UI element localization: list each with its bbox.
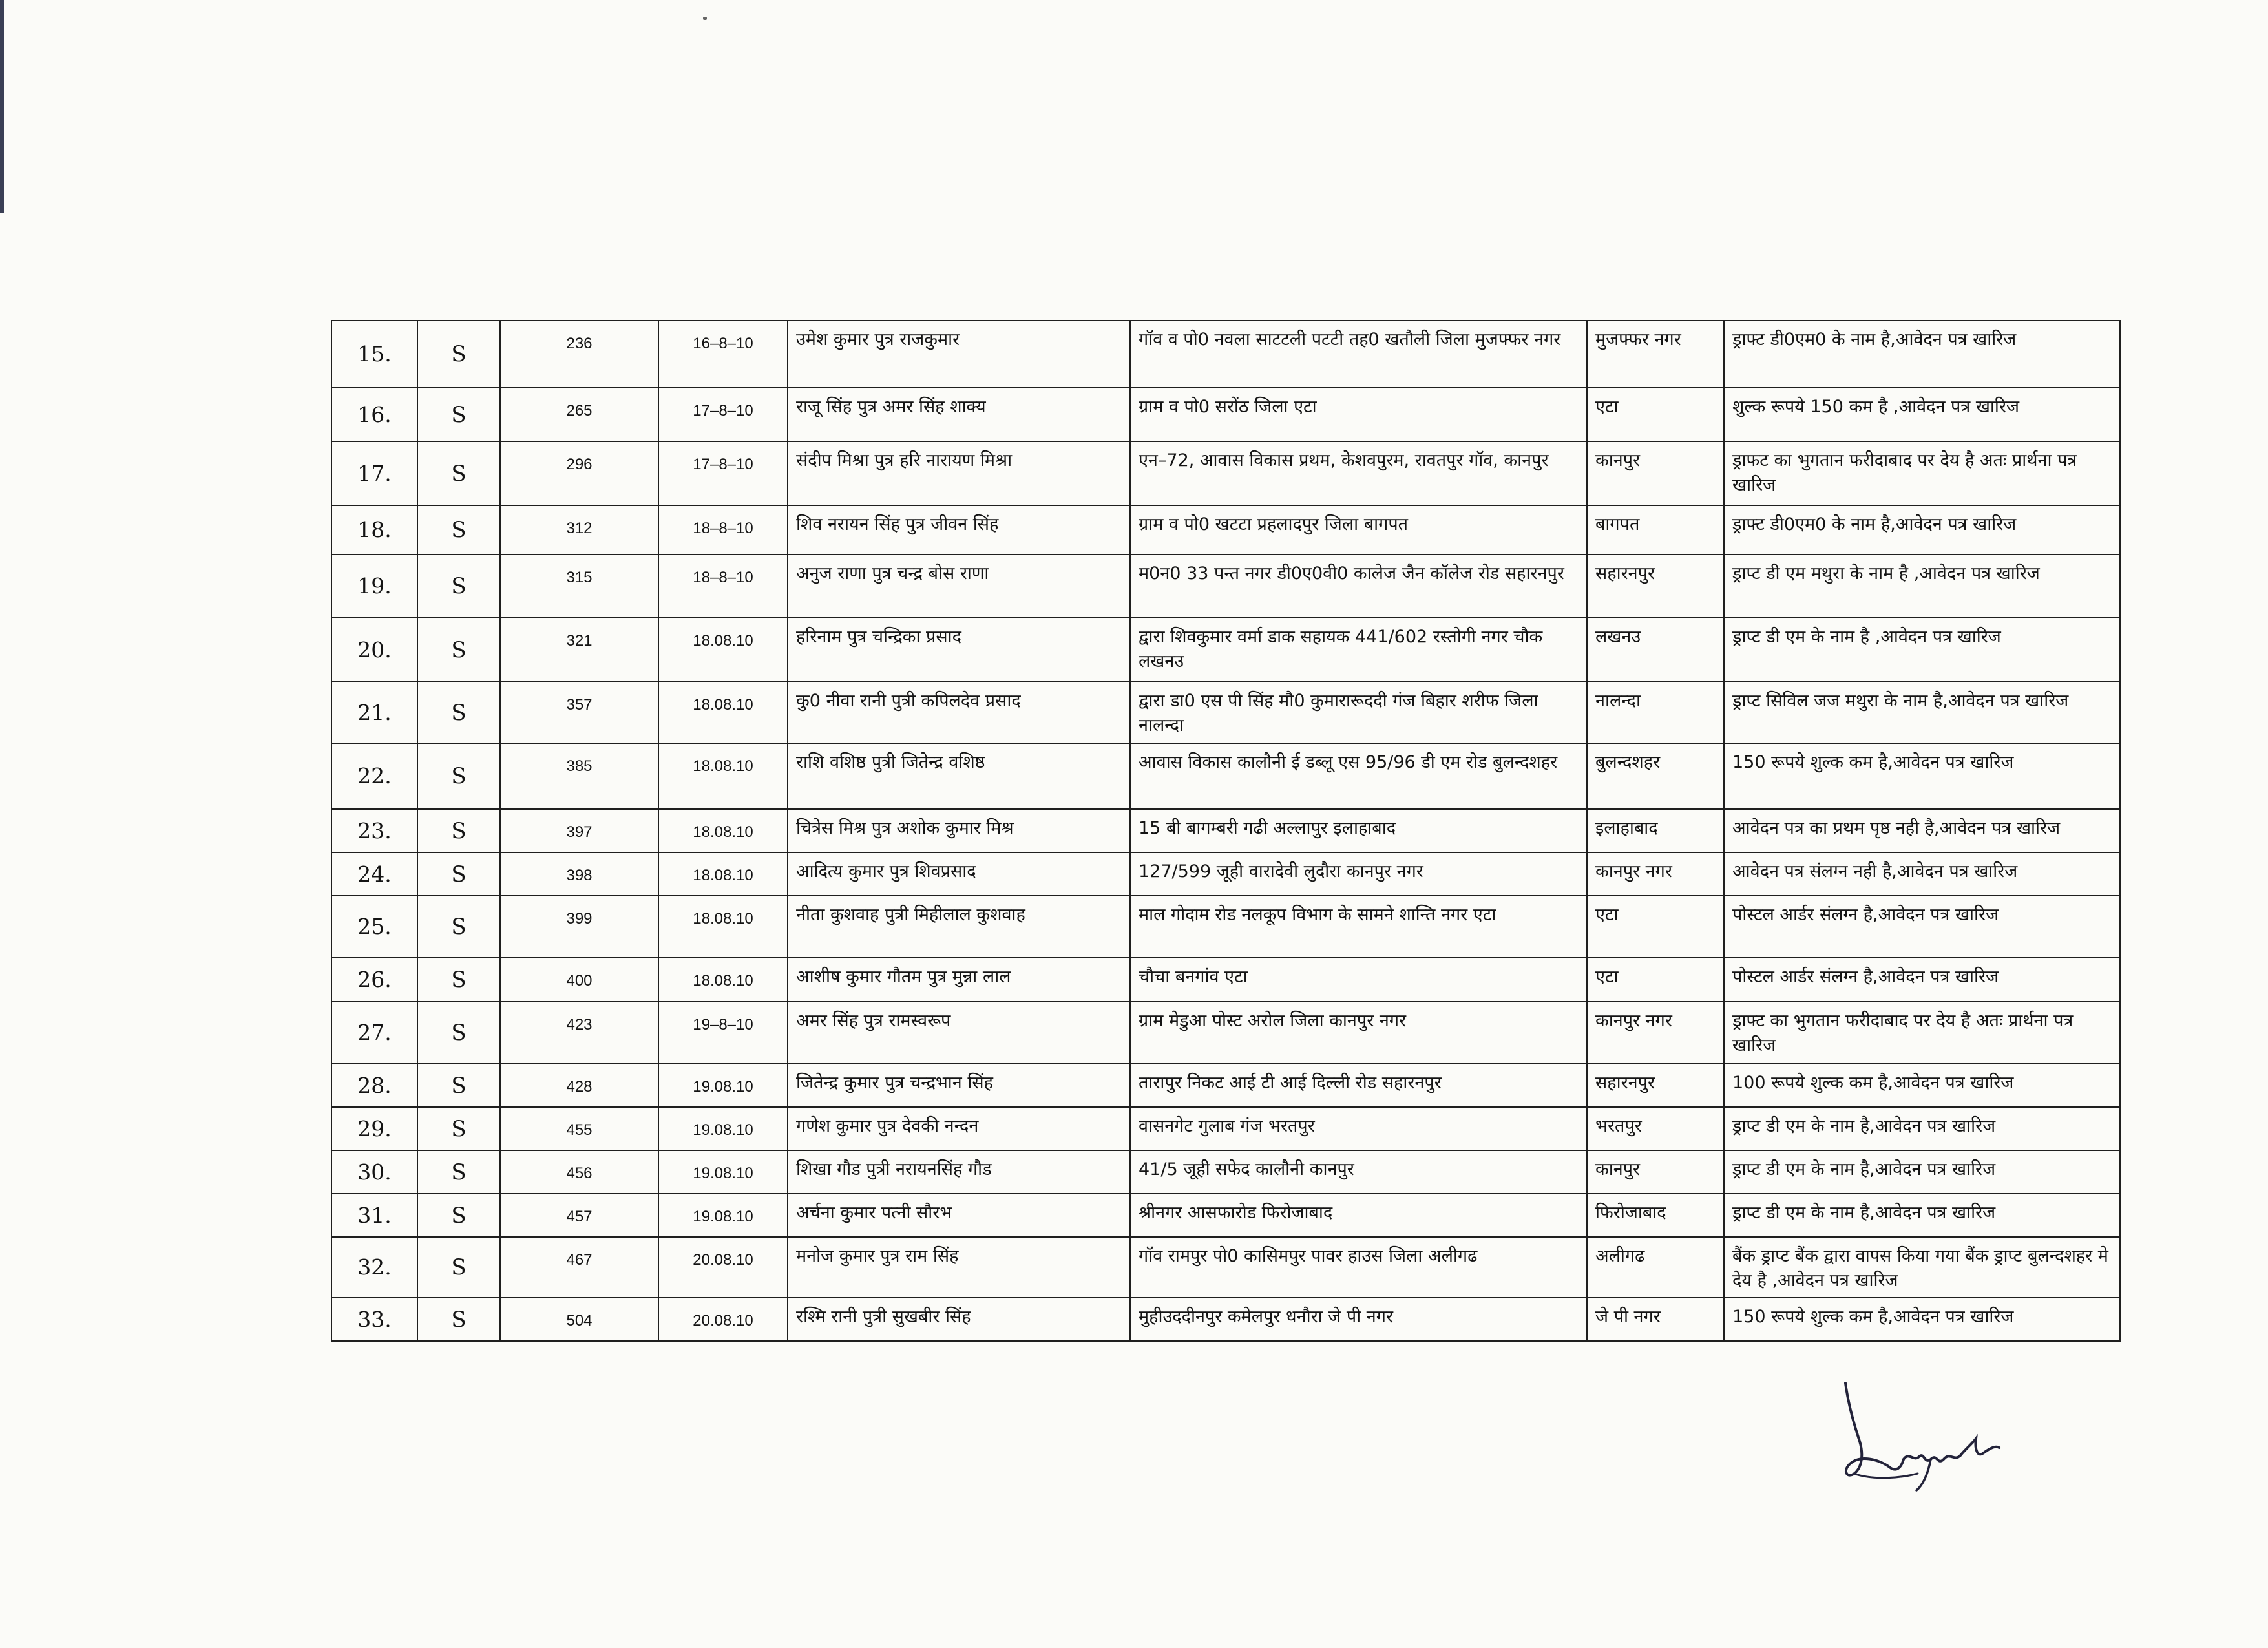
table-row: [331, 682, 2120, 743]
date-cell: 17–8–10: [658, 388, 788, 441]
date-cell: 18.08.10: [658, 809, 788, 852]
district-cell: कानपुर नगर: [1587, 1002, 1724, 1064]
serial-number-cell: 18.: [331, 505, 417, 555]
district-cell: बागपत: [1587, 505, 1724, 555]
registration-number-cell: 467: [500, 1237, 658, 1298]
table-row: [331, 958, 2120, 1002]
rejection-reason-cell: ड्राप्ट सिविल जज मथुरा के नाम है,आवेदन पत्र खारिज: [1724, 682, 2120, 743]
serial-number-cell: 24.: [331, 852, 417, 896]
date-cell: 20.08.10: [658, 1298, 788, 1341]
serial-number-cell: 19.: [331, 555, 417, 618]
table-row: [331, 1237, 2120, 1298]
table-row: [331, 1107, 2120, 1150]
district-cell: एटा: [1587, 958, 1724, 1002]
district-cell: कानपुर: [1587, 441, 1724, 505]
date-cell: 16–8–10: [658, 321, 788, 388]
district-cell: इलाहाबाद: [1587, 809, 1724, 852]
serial-number-cell: 16.: [331, 388, 417, 441]
registration-number-cell: 400: [500, 958, 658, 1002]
registration-number-cell: 357: [500, 682, 658, 743]
district-cell: कानपुर: [1587, 1150, 1724, 1194]
serial-number-cell: 33.: [331, 1298, 417, 1341]
address-cell: द्वारा शिवकुमार वर्मा डाक सहायक 441/602 रस्तोगी नगर चौक लखनउ: [1130, 618, 1587, 682]
district-cell: कानपुर नगर: [1587, 852, 1724, 896]
rejection-reason-cell: आवेदन पत्र संलग्न नही है,आवेदन पत्र खारिज: [1724, 852, 2120, 896]
registration-number-cell: 296: [500, 441, 658, 505]
rejected-applications-table: [331, 320, 2121, 1342]
date-cell: 18.08.10: [658, 852, 788, 896]
serial-number-cell: 29.: [331, 1107, 417, 1150]
address-cell: आवास विकास कालौनी ई डब्लू एस 95/96 डी एम रोड बुलन्दशहर: [1130, 743, 1587, 809]
date-cell: 18.08.10: [658, 682, 788, 743]
table-row: [331, 321, 2120, 388]
rejection-reason-cell: ड्राप्ट डी एम मथुरा के नाम है ,आवेदन पत्र खारिज: [1724, 555, 2120, 618]
serial-number-cell: 20.: [331, 618, 417, 682]
applicant-name-cell: आदित्य कुमार पुत्र शिवप्रसाद: [788, 852, 1130, 896]
applicant-name-cell: शिखा गौड पुत्री नरायनसिंह गौड: [788, 1150, 1130, 1194]
applicant-name-cell: नीता कुशवाह पुत्री मिहीलाल कुशवाह: [788, 896, 1130, 958]
address-cell: श्रीनगर आसफारोड फिरोजाबाद: [1130, 1194, 1587, 1237]
table-row: [331, 618, 2120, 682]
serial-number-cell: 21.: [331, 682, 417, 743]
category-cell: S: [417, 1150, 500, 1194]
scan-edge: [0, 0, 4, 213]
address-cell: ग्राम व पो0 सरोंठ जिला एटा: [1130, 388, 1587, 441]
registration-number-cell: 428: [500, 1064, 658, 1107]
table-row: [331, 1002, 2120, 1064]
table-row: [331, 809, 2120, 852]
table-row: [331, 555, 2120, 618]
rejection-reason-cell: ड्राफ्ट का भुगतान फरीदाबाद पर देय है अतः प्रार्थना पत्र खारिज: [1724, 1002, 2120, 1064]
category-cell: S: [417, 682, 500, 743]
category-cell: S: [417, 896, 500, 958]
rejection-reason-cell: ड्राप्ट डी एम के नाम है ,आवेदन पत्र खारिज: [1724, 618, 2120, 682]
table-row: [331, 1150, 2120, 1194]
applicant-name-cell: अनुज राणा पुत्र चन्द्र बोस राणा: [788, 555, 1130, 618]
category-cell: S: [417, 852, 500, 896]
date-cell: 18.08.10: [658, 743, 788, 809]
registration-number-cell: 423: [500, 1002, 658, 1064]
date-cell: 19.08.10: [658, 1194, 788, 1237]
applicant-name-cell: उमेश कुमार पुत्र राजकुमार: [788, 321, 1130, 388]
registration-number-cell: 312: [500, 505, 658, 555]
rejection-reason-cell: ड्राप्ट डी एम के नाम है,आवेदन पत्र खारिज: [1724, 1107, 2120, 1150]
registration-number-cell: 457: [500, 1194, 658, 1237]
rejection-reason-cell: ड्राफ्ट डी0एम0 के नाम है,आवेदन पत्र खारिज: [1724, 321, 2120, 388]
district-cell: अलीगढ: [1587, 1237, 1724, 1298]
rejection-reason-cell: 150 रूपये शुल्क कम है,आवेदन पत्र खारिज: [1724, 1298, 2120, 1341]
rejection-reason-cell: पोस्टल आर्डर संलग्न है,आवेदन पत्र खारिज: [1724, 896, 2120, 958]
applicant-name-cell: शिव नरायन सिंह पुत्र जीवन सिंह: [788, 505, 1130, 555]
serial-number-cell: 27.: [331, 1002, 417, 1064]
rejection-reason-cell: ड्राप्ट डी एम के नाम है,आवेदन पत्र खारिज: [1724, 1194, 2120, 1237]
rejection-reason-cell: ड्राफट का भुगतान फरीदाबाद पर देय है अतः प्रार्थना पत्र खारिज: [1724, 441, 2120, 505]
applicant-name-cell: जितेन्द्र कुमार पुत्र चन्द्रभान सिंह: [788, 1064, 1130, 1107]
date-cell: 18.08.10: [658, 958, 788, 1002]
category-cell: S: [417, 388, 500, 441]
applicant-name-cell: राजू सिंह पुत्र अमर सिंह शाक्य: [788, 388, 1130, 441]
district-cell: भरतपुर: [1587, 1107, 1724, 1150]
category-cell: S: [417, 321, 500, 388]
serial-number-cell: 28.: [331, 1064, 417, 1107]
serial-number-cell: 31.: [331, 1194, 417, 1237]
address-cell: ग्राम व पो0 खटटा प्रहलादपुर जिला बागपत: [1130, 505, 1587, 555]
table-row: [331, 1194, 2120, 1237]
serial-number-cell: 30.: [331, 1150, 417, 1194]
district-cell: बुलन्दशहर: [1587, 743, 1724, 809]
district-cell: एटा: [1587, 388, 1724, 441]
date-cell: 18–8–10: [658, 555, 788, 618]
signature-image: [1834, 1377, 2002, 1493]
address-cell: चौचा बनगांव एटा: [1130, 958, 1587, 1002]
applicant-name-cell: अमर सिंह पुत्र रामस्वरूप: [788, 1002, 1130, 1064]
category-cell: S: [417, 809, 500, 852]
applicant-name-cell: आशीष कुमार गौतम पुत्र मुन्ना लाल: [788, 958, 1130, 1002]
applicant-name-cell: संदीप मिश्रा पुत्र हरि नारायण मिश्रा: [788, 441, 1130, 505]
rejection-reason-cell: बैंक ड्राप्ट बैंक द्वारा वापस किया गया बैंक ड्राप्ट बुलन्दशहर मे देय है ,आवेदन पत्र खारिज: [1724, 1237, 2120, 1298]
registration-number-cell: 456: [500, 1150, 658, 1194]
applicant-name-cell: मनोज कुमार पुत्र राम सिंह: [788, 1237, 1130, 1298]
serial-number-cell: 25.: [331, 896, 417, 958]
table-row: [331, 1064, 2120, 1107]
address-cell: ग्राम मेडुआ पोस्ट अरोल जिला कानपुर नगर: [1130, 1002, 1587, 1064]
category-cell: S: [417, 555, 500, 618]
address-cell: मुहीउददीनपुर कमेलपुर धनौरा जे पी नगर: [1130, 1298, 1587, 1341]
applicant-name-cell: कु0 नीवा रानी पुत्री कपिलदेव प्रसाद: [788, 682, 1130, 743]
serial-number-cell: 26.: [331, 958, 417, 1002]
date-cell: 19.08.10: [658, 1150, 788, 1194]
date-cell: 19–8–10: [658, 1002, 788, 1064]
registration-number-cell: 265: [500, 388, 658, 441]
registration-number-cell: 236: [500, 321, 658, 388]
serial-number-cell: 32.: [331, 1237, 417, 1298]
applicant-name-cell: रश्मि रानी पुत्री सुखबीर सिंह: [788, 1298, 1130, 1341]
date-cell: 18.08.10: [658, 618, 788, 682]
table-row: [331, 1298, 2120, 1341]
category-cell: S: [417, 1064, 500, 1107]
table-row: [331, 441, 2120, 505]
applicant-name-cell: राशि वशिष्ठ पुत्री जितेन्द्र वशिष्ठ: [788, 743, 1130, 809]
district-cell: नालन्दा: [1587, 682, 1724, 743]
category-cell: S: [417, 1194, 500, 1237]
table-row: [331, 388, 2120, 441]
registration-number-cell: 321: [500, 618, 658, 682]
date-cell: 18.08.10: [658, 896, 788, 958]
address-cell: तारापुर निकट आई टी आई दिल्ली रोड सहारनपुर: [1130, 1064, 1587, 1107]
district-cell: सहारनपुर: [1587, 1064, 1724, 1107]
rejection-reason-cell: आवेदन पत्र का प्रथम पृष्ठ नही है,आवेदन पत्र खारिज: [1724, 809, 2120, 852]
applicant-name-cell: गणेश कुमार पुत्र देवकी नन्दन: [788, 1107, 1130, 1150]
date-cell: 20.08.10: [658, 1237, 788, 1298]
applicant-name-cell: हरिनाम पुत्र चन्द्रिका प्रसाद: [788, 618, 1130, 682]
category-cell: S: [417, 743, 500, 809]
address-cell: म0न0 33 पन्त नगर डी0ए0वी0 कालेज जैन कॉलेज रोड सहारनपुर: [1130, 555, 1587, 618]
applicant-name-cell: अर्चना कुमार पत्नी सौरभ: [788, 1194, 1130, 1237]
rejection-reason-cell: 150 रूपये शुल्क कम है,आवेदन पत्र खारिज: [1724, 743, 2120, 809]
registration-number-cell: 315: [500, 555, 658, 618]
category-cell: S: [417, 618, 500, 682]
address-cell: 15 बी बागम्बरी गढी अल्लापुर इलाहाबाद: [1130, 809, 1587, 852]
date-cell: 19.08.10: [658, 1107, 788, 1150]
address-cell: 127/599 जूही वारादेवी लुदौरा कानपुर नगर: [1130, 852, 1587, 896]
registration-number-cell: 455: [500, 1107, 658, 1150]
applicant-name-cell: चित्रेस मिश्र पुत्र अशोक कुमार मिश्र: [788, 809, 1130, 852]
table-row: [331, 896, 2120, 958]
category-cell: S: [417, 958, 500, 1002]
category-cell: S: [417, 1237, 500, 1298]
table-row: [331, 505, 2120, 555]
serial-number-cell: 17.: [331, 441, 417, 505]
address-cell: गॉव व पो0 नवला साटटली पटटी तह0 खतौली जिला मुजफ्फर नगर: [1130, 321, 1587, 388]
serial-number-cell: 22.: [331, 743, 417, 809]
address-cell: एन–72, आवास विकास प्रथम, केशवपुरम, रावतपुर गॉव, कानपुर: [1130, 441, 1587, 505]
serial-number-cell: 15.: [331, 321, 417, 388]
category-cell: S: [417, 505, 500, 555]
date-cell: 19.08.10: [658, 1064, 788, 1107]
date-cell: 17–8–10: [658, 441, 788, 505]
address-cell: द्वारा डा0 एस पी सिंह मौ0 कुमारारूददी गंज बिहार शरीफ जिला नालन्दा: [1130, 682, 1587, 743]
address-cell: 41/5 जूही सफेद कालौनी कानपुर: [1130, 1150, 1587, 1194]
address-cell: गॉव रामपुर पो0 कासिमपुर पावर हाउस जिला अलीगढ: [1130, 1237, 1587, 1298]
table-row: [331, 852, 2120, 896]
registration-number-cell: 504: [500, 1298, 658, 1341]
address-cell: वासनगेट गुलाब गंज भरतपुर: [1130, 1107, 1587, 1150]
district-cell: एटा: [1587, 896, 1724, 958]
rejection-reason-cell: पोस्टल आर्डर संलग्न है,आवेदन पत्र खारिज: [1724, 958, 2120, 1002]
district-cell: जे पी नगर: [1587, 1298, 1724, 1341]
rejection-reason-cell: ड्राप्ट डी एम के नाम है,आवेदन पत्र खारिज: [1724, 1150, 2120, 1194]
rejection-reason-cell: शुल्क रूपये 150 कम है ,आवेदन पत्र खारिज: [1724, 388, 2120, 441]
district-cell: लखनउ: [1587, 618, 1724, 682]
district-cell: सहारनपुर: [1587, 555, 1724, 618]
district-cell: फिरोजाबाद: [1587, 1194, 1724, 1237]
date-cell: 18–8–10: [658, 505, 788, 555]
category-cell: S: [417, 1002, 500, 1064]
serial-number-cell: 23.: [331, 809, 417, 852]
category-cell: S: [417, 441, 500, 505]
rejection-reason-cell: ड्राफ्ट डी0एम0 के नाम है,आवेदन पत्र खारिज: [1724, 505, 2120, 555]
rejection-reason-cell: 100 रूपये शुल्क कम है,आवेदन पत्र खारिज: [1724, 1064, 2120, 1107]
registration-number-cell: 397: [500, 809, 658, 852]
district-cell: मुजफ्फर नगर: [1587, 321, 1724, 388]
registration-number-cell: 398: [500, 852, 658, 896]
category-cell: S: [417, 1298, 500, 1341]
category-cell: S: [417, 1107, 500, 1150]
registration-number-cell: 385: [500, 743, 658, 809]
registration-number-cell: 399: [500, 896, 658, 958]
scan-speck: [703, 17, 707, 20]
table-row: [331, 743, 2120, 809]
address-cell: माल गोदाम रोड नलकूप विभाग के सामने शान्ति नगर एटा: [1130, 896, 1587, 958]
